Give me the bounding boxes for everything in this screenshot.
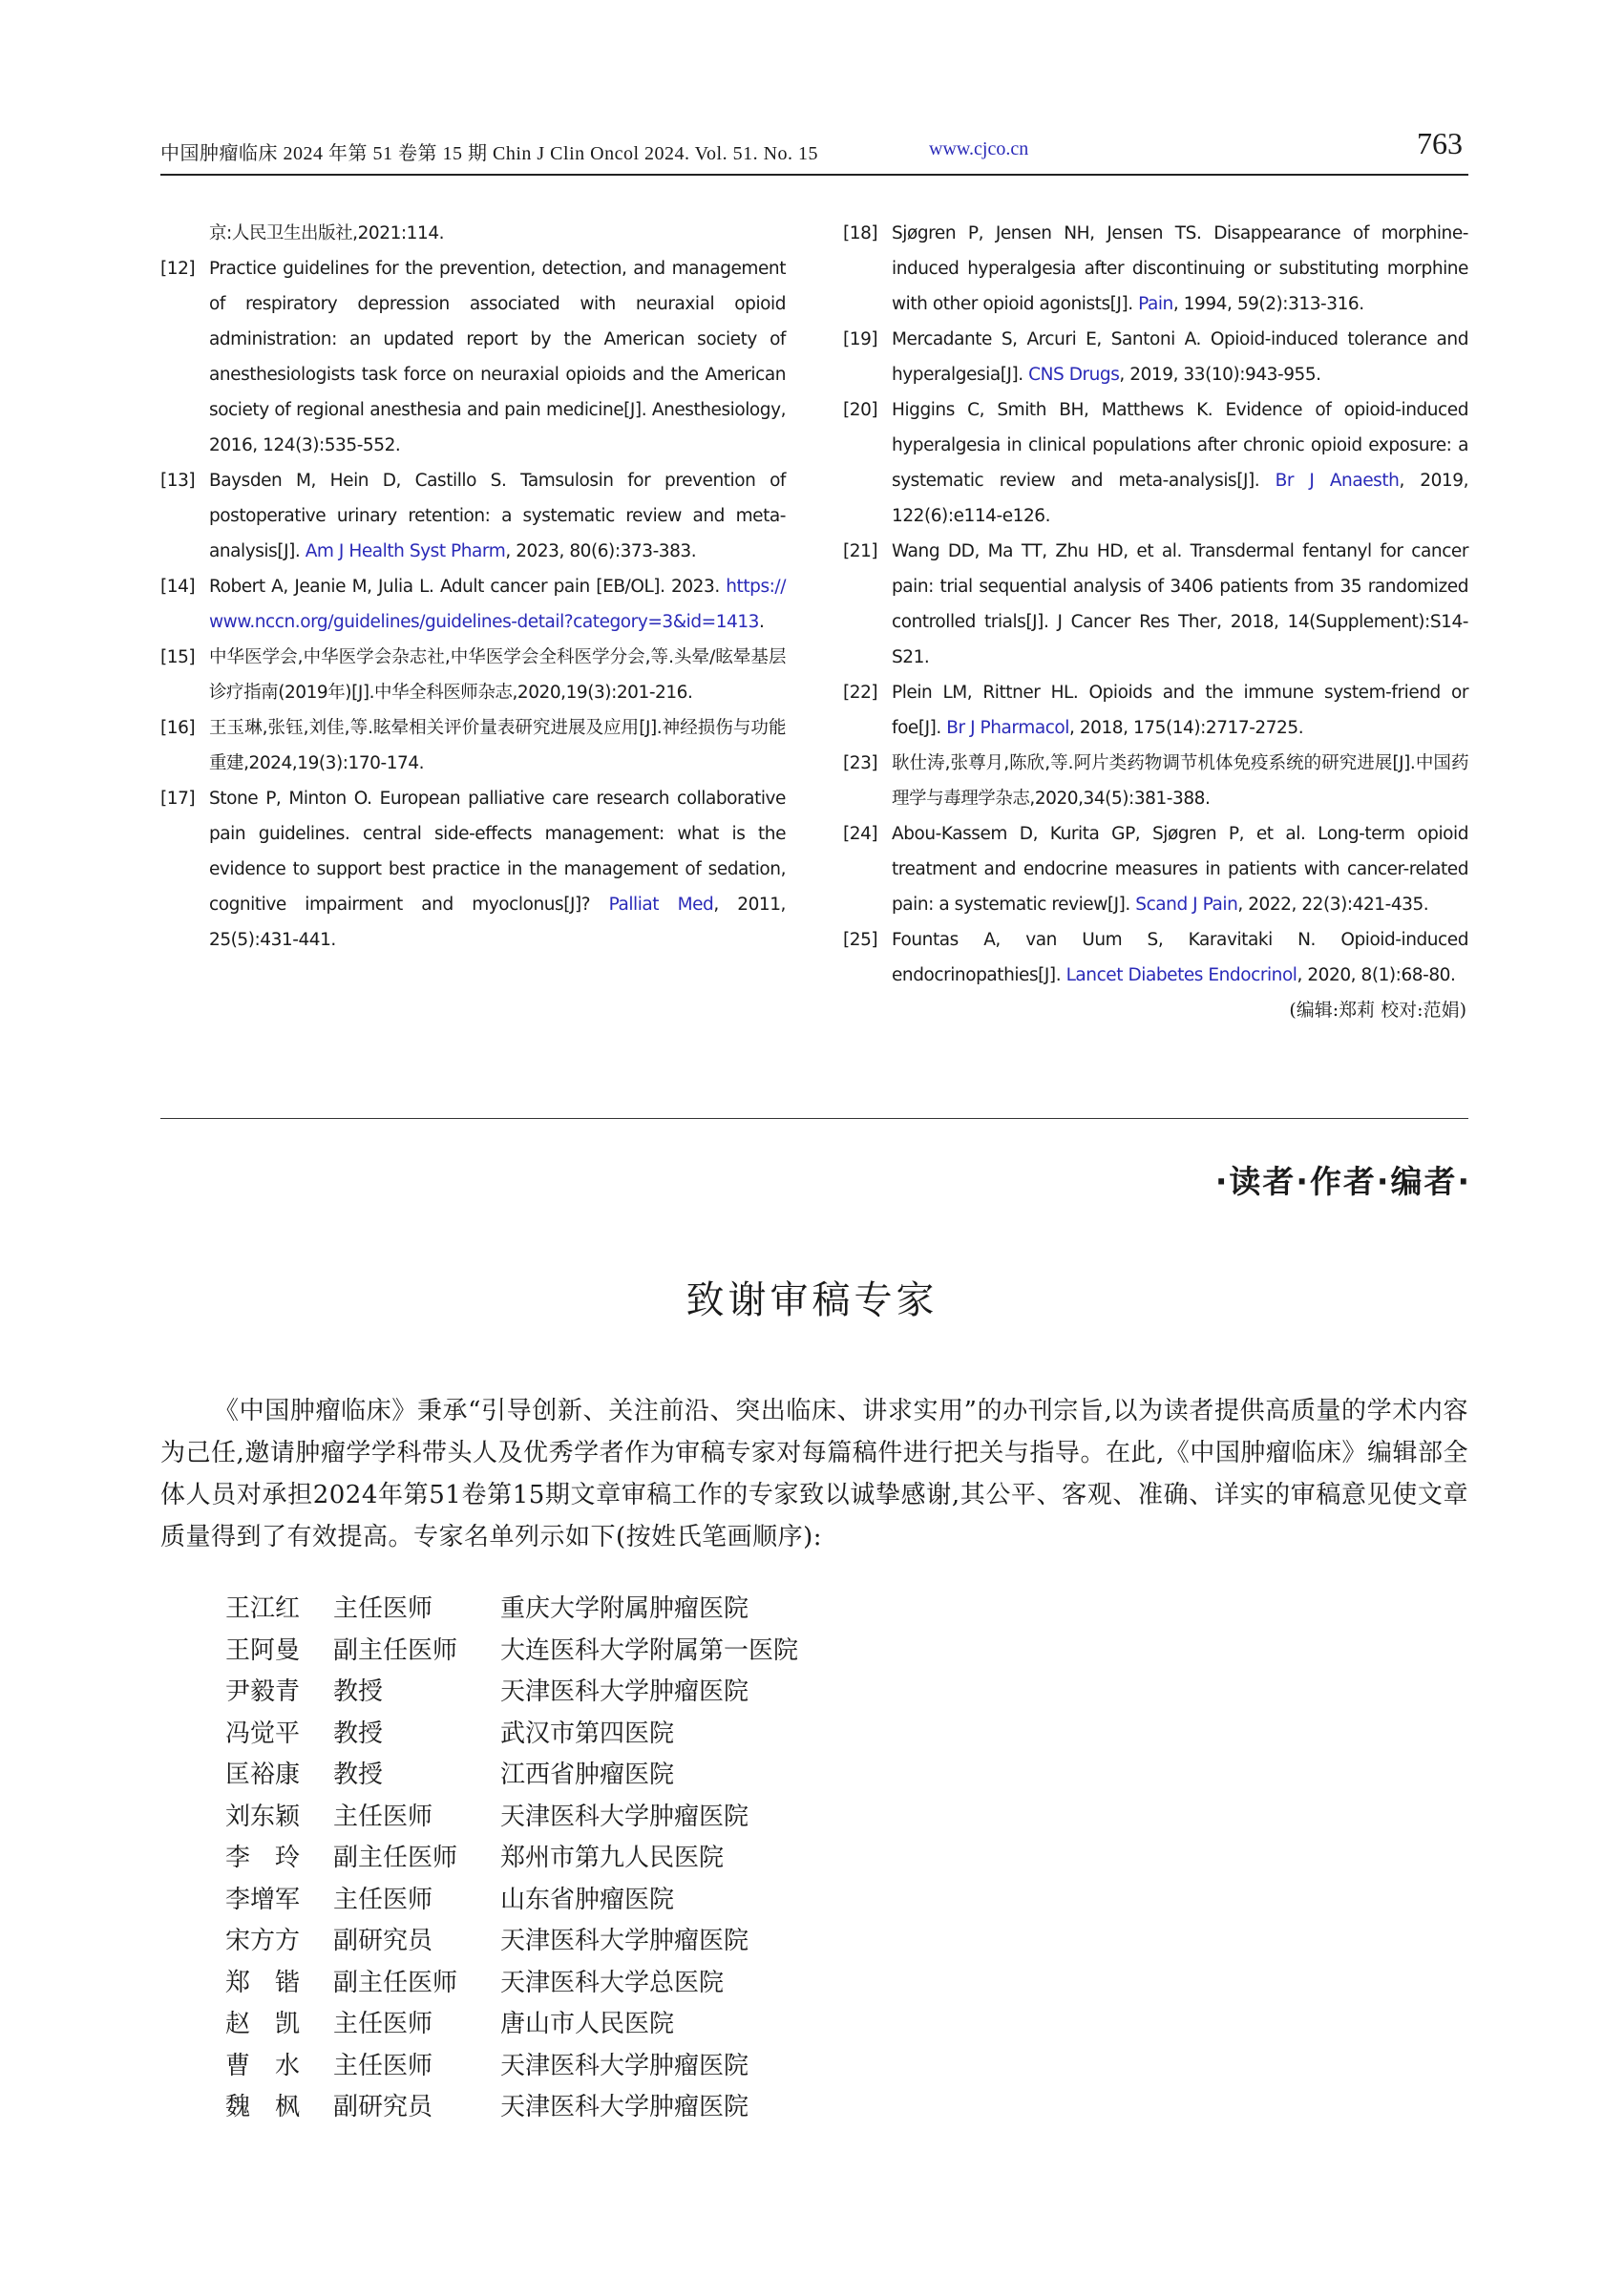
reference-item xyxy=(843,322,1468,392)
reference-text-segment: Higgins C, Smith BH, Matthews K. Evidence of opioid-induced hyperalgesia in clinical populations after chronic opioid exposure: a systematic review and meta-analysis[J]. xyxy=(892,400,1468,491)
reference-number: [25] xyxy=(843,930,878,950)
page-header xyxy=(160,126,1468,176)
reference-item xyxy=(160,569,786,640)
expert-row xyxy=(225,1963,798,2005)
expert-name: 刘东颖 xyxy=(225,1802,301,1831)
reference-text-segment: Plein LM, Rittner HL. Opioids and the immune system-friend or foe[J]. xyxy=(892,683,1468,738)
reference-text-segment: . xyxy=(759,612,765,632)
reference-item xyxy=(843,922,1468,993)
expert-title: 主任医师 xyxy=(333,2051,433,2080)
reference-text-segment: , 2019, 122(6):e114-e126. xyxy=(892,471,1469,526)
reference-text xyxy=(209,781,786,958)
reference-item xyxy=(160,710,786,781)
expert-organization: 天津医科大学肿瘤医院 xyxy=(500,1677,749,1706)
reference-number: [16] xyxy=(160,718,196,738)
editor-note: (编辑:郑莉 校对:范娟) xyxy=(1289,1000,1466,1021)
expert-organization: 大连医科大学附属第一医院 xyxy=(500,1635,799,1665)
reference-text-segment: Practice guidelines for the prevention, detection, and management of respiratory depression associated with neuraxial opioid administration: an updated report by the American society of anesthesiologists task force on neuraxial opioids and the American society of regional anesthesia and pain medicine[J]. Anesthesiology, 2016, 124(3):535-552. xyxy=(209,259,786,455)
reference-text xyxy=(892,675,1468,746)
expert-name: 李 玲 xyxy=(225,1844,301,1872)
expert-name: 匡裕康 xyxy=(225,1761,301,1789)
reference-text xyxy=(892,746,1468,816)
reference-text-segment: , 2011, 25(5):431-441. xyxy=(209,895,786,950)
journal-url-link[interactable]: www.cjco.cn xyxy=(929,138,1029,159)
expert-title: 教授 xyxy=(333,1761,384,1789)
reference-item xyxy=(843,816,1468,922)
expert-title: 副主任医师 xyxy=(333,1635,458,1665)
expert-organization: 江西省肿瘤医院 xyxy=(500,1761,675,1789)
reference-text xyxy=(209,640,786,710)
expert-row xyxy=(225,2087,798,2129)
reference-text xyxy=(209,463,786,569)
expert-title: 主任医师 xyxy=(333,1802,433,1831)
reference-text xyxy=(209,251,786,463)
expert-name: 曹 水 xyxy=(225,2051,301,2080)
journal-citation: 中国肿瘤临床 2024 年第 51 卷第 15 期 Chin J Clin Oncol 2024. Vol. 51. No. 15 xyxy=(160,143,819,164)
reference-text-segment: , 2018, 175(14):2717-2725. xyxy=(1068,718,1304,738)
reference-text-segment: Baysden M, Hein D, Castillo S. Tamsulosin for prevention of postoperative urinary retention: a systematic review and meta-analysis[J]. xyxy=(209,471,786,561)
expert-row xyxy=(225,1672,798,1714)
expert-row xyxy=(225,1880,798,1922)
expert-name: 李增军 xyxy=(225,1885,301,1914)
intro-paragraph: 《中国肿瘤临床》秉承“引导创新、关注前沿、突出临床、讲求实用”的办刊宗旨,以为读者提供高质量的学术内容为己任,邀请肿瘤学学科带头人及优秀学者作为审稿专家对每篇稿件进行把关与指导。在此,《中国肿瘤临床》编辑部全体人员对承担2024年第51卷第15期文章审稿工作的专家致以诚挚感谢,其公平、客观、准确、详实的审稿意见使文章质量得到了有效提高。专家名单列示如下(按姓氏笔画顺序): xyxy=(160,1397,1468,1551)
expert-organization: 唐山市人民医院 xyxy=(500,2010,675,2038)
reference-item xyxy=(843,746,1468,816)
expert-row xyxy=(225,1797,798,1839)
reference-link[interactable]: Am J Health Syst Pharm xyxy=(305,541,506,561)
expert-list xyxy=(225,1589,798,2129)
reference-number: [23] xyxy=(843,753,878,773)
expert-name: 王江红 xyxy=(225,1594,301,1623)
reference-item xyxy=(843,675,1468,746)
article-title: 致谢审稿专家 xyxy=(685,1278,939,1322)
reference-link[interactable]: Scand J Pain xyxy=(1135,895,1238,915)
page-number: 763 xyxy=(1417,126,1463,160)
reference-text xyxy=(892,392,1468,534)
reference-text-segment: Fountas A, van Uum S, Karavitaki N. Opioid-induced endocrinopathies[J]. xyxy=(892,930,1468,985)
reference-link[interactable]: CNS Drugs xyxy=(1028,365,1120,385)
expert-title: 教授 xyxy=(333,1719,384,1748)
reference-text-segment: , 2019, 33(10):943-955. xyxy=(1119,365,1321,385)
expert-title: 教授 xyxy=(333,1677,384,1706)
reference-number: [13] xyxy=(160,471,196,491)
expert-name: 尹毅青 xyxy=(225,1677,301,1706)
expert-row xyxy=(225,2046,798,2088)
reference-text xyxy=(892,216,1468,322)
article-intro xyxy=(160,1390,1468,1558)
reference-number: [14] xyxy=(160,577,196,597)
reference-text-segment: , 2022, 22(3):421-435. xyxy=(1237,895,1429,915)
expert-organization: 天津医科大学肿瘤医院 xyxy=(500,1802,749,1831)
expert-name: 冯觉平 xyxy=(225,1719,301,1748)
reference-text-segment: Sjøgren P, Jensen NH, Jensen TS. Disappearance of morphine-induced hyperalgesia after discontinuing or substituting morphine with other opioid agonists[J]. xyxy=(892,223,1468,314)
reference-text-segment: Mercadante S, Arcuri E, Santoni A. Opioid-induced tolerance and hyperalgesia[J]. xyxy=(892,329,1468,385)
reference-number: [20] xyxy=(843,400,878,420)
expert-organization: 天津医科大学肿瘤医院 xyxy=(500,2051,749,2080)
expert-row xyxy=(225,1631,798,1673)
expert-organization: 重庆大学附属肿瘤医院 xyxy=(500,1594,749,1623)
reference-text-segment: 耿仕涛,张尊月,陈欣,等.阿片类药物调节机体免疫系统的研究进展[J].中国药理学与毒理学杂志,2020,34(5):381-388. xyxy=(892,753,1468,809)
reference-link[interactable]: Br J Pharmacol xyxy=(946,718,1069,738)
reference-item xyxy=(843,392,1468,534)
expert-title: 副研究员 xyxy=(333,1927,433,1955)
expert-name: 郑 锴 xyxy=(225,1968,301,1997)
reference-link[interactable]: Br J Anaesth xyxy=(1275,471,1400,491)
reference-text-segment: Wang DD, Ma TT, Zhu HD, et al. Transdermal fentanyl for cancer pain: trial sequential analysis of 3406 patients from 35 randomized controlled trials[J]. J Cancer Res Ther, 2018, 14(Supplement):S14-S21. xyxy=(892,541,1468,667)
references-left-column xyxy=(160,216,786,958)
references-right-column xyxy=(843,216,1468,1028)
reference-text xyxy=(209,710,786,781)
reference-text xyxy=(209,569,786,640)
reference-text xyxy=(892,322,1468,392)
reference-item xyxy=(843,216,1468,322)
expert-name: 赵 凯 xyxy=(225,2010,301,2038)
reference-list-left xyxy=(160,251,786,958)
expert-row xyxy=(225,1838,798,1880)
expert-title: 副研究员 xyxy=(333,2093,433,2121)
expert-title: 副主任医师 xyxy=(333,1968,458,1997)
reference-link[interactable]: Palliat Med xyxy=(608,895,714,915)
reference-item xyxy=(160,251,786,463)
reference-text xyxy=(892,922,1468,993)
reference-item xyxy=(160,640,786,710)
expert-title: 主任医师 xyxy=(333,1594,433,1623)
reference-number: [15] xyxy=(160,647,196,667)
reference-number: [22] xyxy=(843,683,878,703)
reference-text-segment: Robert A, Jeanie M, Julia L. Adult cancer pain [EB/OL]. 2023. xyxy=(209,577,727,597)
reference-list-right xyxy=(843,216,1468,993)
expert-organization: 山东省肿瘤医院 xyxy=(500,1885,675,1914)
expert-organization: 武汉市第四医院 xyxy=(500,1719,675,1748)
reference-number: [19] xyxy=(843,329,878,349)
expert-title: 主任医师 xyxy=(333,2010,433,2038)
reference-item xyxy=(160,463,786,569)
reference-text-segment: 王玉琳,张钰,刘佳,等.眩晕相关评价量表研究进展及应用[J].神经损伤与功能重建,2024,19(3):170-174. xyxy=(209,718,786,773)
expert-row xyxy=(225,1714,798,1756)
reference-link[interactable]: https://www.nccn.org/guidelines/guidelines-detail?category=3&id=1413 xyxy=(209,577,786,632)
reference-item xyxy=(843,534,1468,675)
reference-number: [21] xyxy=(843,541,878,561)
expert-name: 魏 枫 xyxy=(225,2093,301,2121)
expert-organization: 天津医科大学肿瘤医院 xyxy=(500,1927,749,1955)
expert-title: 主任医师 xyxy=(333,1885,433,1914)
expert-row xyxy=(225,2004,798,2046)
reference-number: [18] xyxy=(843,223,878,243)
reference-text-segment: 中华医学会,中华医学会杂志社,中华医学会全科医学分会,等.头晕/眩晕基层诊疗指南(2019年)[J].中华全科医师杂志,2020,19(3):201-216. xyxy=(209,647,786,703)
reference-text-segment: , 2023, 80(6):373-383. xyxy=(505,541,697,561)
reference-text xyxy=(892,816,1468,922)
reference-text-segment: , 1994, 59(2):313-316. xyxy=(1172,294,1364,314)
expert-name: 宋方方 xyxy=(225,1927,301,1955)
reference-continuation: 京:人民卫生出版社,2021:114. xyxy=(209,223,445,243)
reference-text-segment: , 2020, 8(1):68-80. xyxy=(1297,965,1456,985)
reference-link[interactable]: Pain xyxy=(1138,294,1173,314)
expert-row xyxy=(225,1921,798,1963)
section-divider xyxy=(160,1118,1468,1119)
reference-number: [17] xyxy=(160,789,196,809)
reference-text-segment: Abou-Kassem D, Kurita GP, Sjøgren P, et al. Long-term opioid treatment and endocrine measures in patients with cancer-related pain: a systematic review[J]. xyxy=(892,824,1468,915)
expert-row xyxy=(225,1755,798,1797)
expert-organization: 天津医科大学肿瘤医院 xyxy=(500,2093,749,2121)
expert-organization: 郑州市第九人民医院 xyxy=(500,1844,725,1872)
reference-number: [24] xyxy=(843,824,878,844)
reference-text-segment: Stone P, Minton O. European palliative care research collaborative pain guidelines. central side-effects management: what is the evidence to support best practice in the management of sedation, cognitive impairment and myoclonus[J]? xyxy=(209,789,786,915)
section-tag: ·读者·作者·编者· xyxy=(1214,1163,1471,1200)
expert-row xyxy=(225,1589,798,1631)
reference-link[interactable]: Lancet Diabetes Endocrinol xyxy=(1065,965,1297,985)
reference-text xyxy=(892,534,1468,675)
expert-organization: 天津医科大学总医院 xyxy=(500,1968,725,1997)
reference-number: [12] xyxy=(160,259,196,279)
expert-name: 王阿曼 xyxy=(225,1635,301,1665)
reference-item xyxy=(160,781,786,958)
expert-title: 副主任医师 xyxy=(333,1844,458,1872)
